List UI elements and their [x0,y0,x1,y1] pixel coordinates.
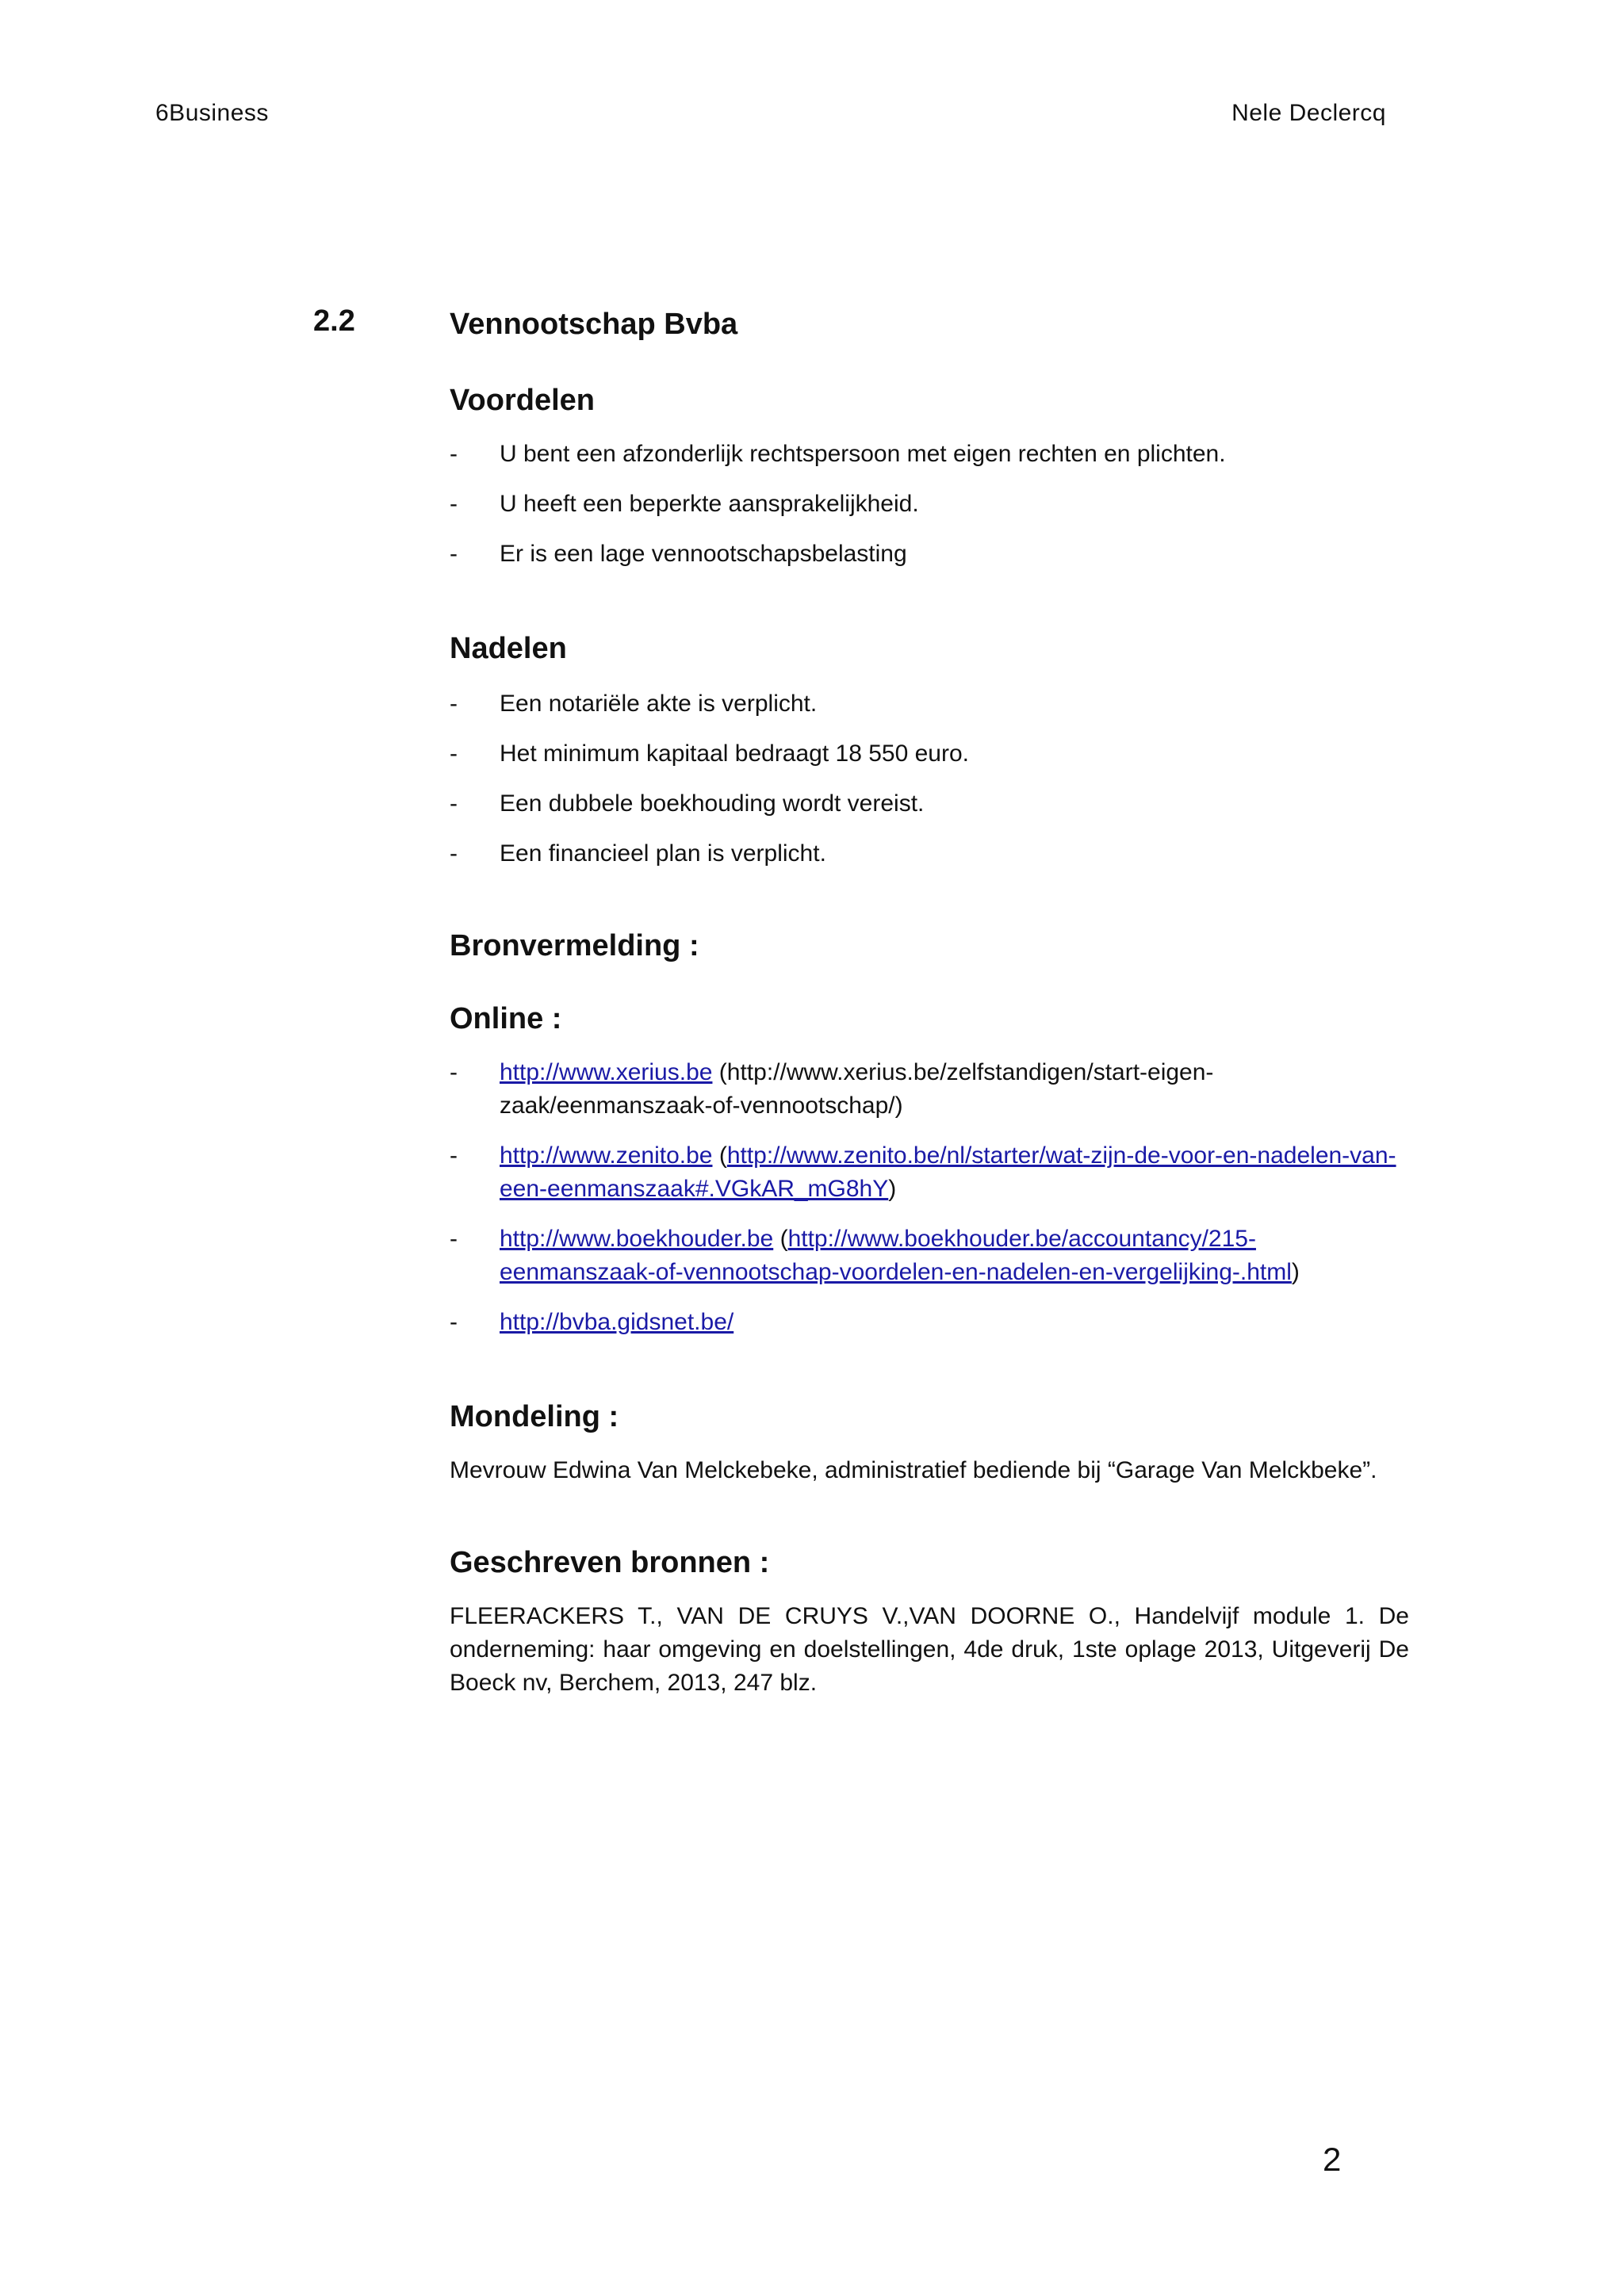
list-item [450,687,1409,721]
list-item [450,1139,1409,1206]
list-item [450,1223,1409,1289]
list-dash: - [450,740,458,767]
online-heading: Online : [450,1002,562,1035]
section-title: Vennootschap Bvba [450,308,738,341]
list-item-text: U bent een afzonderlijk rechtspersoon met eigen rechten en plichten. [500,441,1226,467]
nadelen-heading: Nadelen [450,632,567,665]
source-detail-xerius: http://www.xerius.be/zelfstandigen/start-eigen-zaak/eenmanszaak-of-vennootschap/ [500,1059,1214,1119]
source-link-boekhouder[interactable]: http://www.boekhouder.be [500,1226,774,1252]
header-left-text: 6Business [155,100,269,126]
list-dash: - [450,1142,458,1169]
list-item-text: Een dubbele boekhouding wordt vereist. [500,790,925,817]
main-content [450,304,1409,1700]
source-detail-link-boekhouder[interactable]: http://www.boekhouder.be/accountancy/215-eenmanszaak-of-vennootschap-voordelen-en-nadelen-en-vergelijking-.html [500,1226,1292,1285]
list-dash: - [450,541,458,567]
online-sources-list [450,1056,1409,1339]
source-detail-open: ( [712,1142,727,1169]
mondeling-heading: Mondeling : [450,1400,619,1433]
list-dash: - [450,441,458,467]
list-item [450,737,1409,771]
list-item [450,1056,1409,1123]
voordelen-heading: Voordelen [450,384,595,417]
list-dash: - [450,691,458,717]
list-item-text: Er is een lage vennootschapsbelasting [500,541,907,567]
list-dash: - [450,1309,458,1335]
source-detail-open: ( [773,1226,788,1252]
geschreven-heading: Geschreven bronnen : [450,1546,770,1579]
source-detail-close: ) [888,1176,897,1202]
list-item [450,488,1409,521]
source-detail-close: ) [1291,1259,1300,1285]
header-right-text: Nele Declercq [1231,100,1386,126]
list-item-text: Het minimum kapitaal bedraagt 18 550 euro. [500,740,970,767]
list-item [450,837,1409,871]
source-detail-close: ) [894,1093,903,1119]
source-link-gidsnet[interactable]: http://bvba.gidsnet.be/ [500,1309,734,1335]
list-item [450,438,1409,471]
list-item-text: Een notariële akte is verplicht. [500,691,818,717]
source-detail-link-zenito[interactable]: http://www.zenito.be/nl/starter/wat-zijn-de-voor-en-nadelen-van-een-eenmanszaak#.VGkAR_mG8hY [500,1142,1396,1202]
bronvermelding-heading: Bronvermelding : [450,929,699,962]
source-link-xerius[interactable]: http://www.xerius.be [500,1059,713,1085]
source-link-zenito[interactable]: http://www.zenito.be [500,1142,713,1169]
nadelen-list [450,687,1409,871]
list-dash: - [450,840,458,867]
list-dash: - [450,790,458,817]
list-dash: - [450,1226,458,1252]
list-item [450,787,1409,821]
mondeling-text: Mevrouw Edwina Van Melckebeke, administratief bediende bij “Garage Van Melckbeke”. [450,1457,1377,1483]
list-item-text: U heeft een beperkte aansprakelijkheid. [500,491,919,517]
voordelen-list [450,438,1409,571]
list-item-text: Een financieel plan is verplicht. [500,840,826,867]
page-number: 2 [1323,2141,1342,2178]
list-item [450,1306,1409,1339]
list-dash: - [450,491,458,517]
list-dash: - [450,1059,458,1085]
source-detail-open: ( [712,1059,727,1085]
section-number: 2.2 [313,304,355,338]
list-item [450,538,1409,571]
geschreven-text: FLEERACKERS T., VAN DE CRUYS V.,VAN DOORNE O., Handelvijf module 1. De onderneming: haar omgeving en doelstellingen, 4de druk, 1ste oplage 2013, Uitgeverij De Boeck nv, Berchem, 2013, 247 blz. [450,1603,1409,1696]
